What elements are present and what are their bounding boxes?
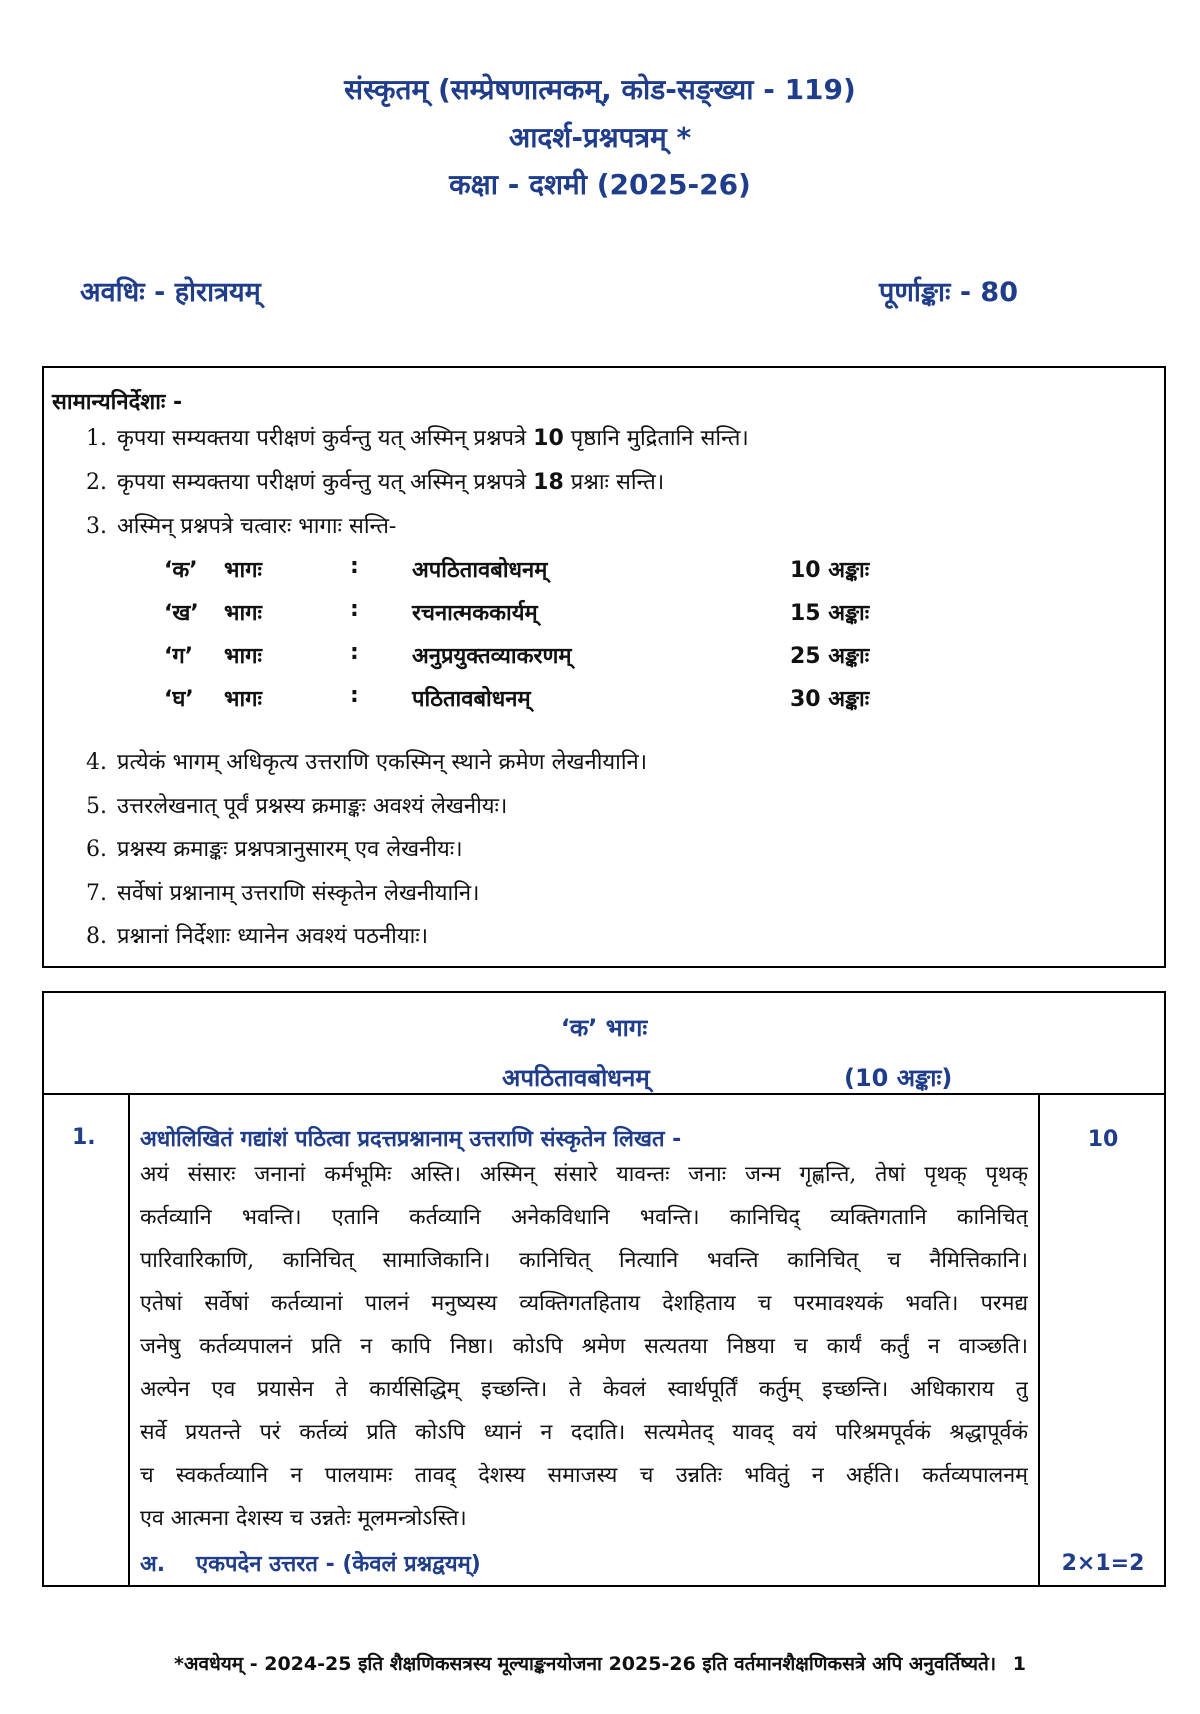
footer-note: *अवधेयम् - 2024-25 इति शैक्षणिकसत्रस्य मूल्याङ्कनयोजना 2025-26 इति वर्तमानशैक्षणिकसत्रे अपि अनुवर्तिष्यते। — [174, 1653, 997, 1675]
passage-line: च स्वकर्तव्यानि न पालयामः तावद् देशस्य समाजस्य च उन्नतिः भवितुं न अर्हति। कर्तव्यपालनम् — [140, 1463, 1028, 1488]
column-divider-right — [1038, 1093, 1040, 1585]
instruction-text: कृपया सम्यक्तया परीक्षणं कुर्वन्तु यत् अस्मिन् प्रश्नपत्रे — [117, 470, 534, 495]
instruction-item — [86, 422, 749, 452]
section-a-subtitle: अपठितावबोधनम् — [502, 1064, 650, 1092]
instruction-text: प्रत्येकं भागम् अधिकृत्य उत्तराणि एकस्मिन् स्थाने क्रमेण लेखनीयानि। — [117, 750, 648, 775]
sub-question-marks: 2×1=2 — [1061, 1551, 1145, 1576]
part-colon: : — [350, 683, 359, 708]
part-marks: 30 अङ्काः — [790, 687, 870, 712]
instruction-number: 8. — [86, 924, 107, 949]
part-label: ‘ख’ — [164, 601, 199, 626]
part-colon: : — [350, 597, 359, 622]
instruction-text-end: प्रश्नाः सन्ति। — [563, 470, 665, 495]
passage-line: एव आत्मना देशस्य च उन्नतेः मूलमन्त्रोऽस्ति। — [140, 1506, 467, 1531]
instruction-item — [86, 746, 647, 776]
part-label: ‘क’ — [164, 558, 198, 583]
sub-question-text: एकपदेन उत्तरत - (केवलं प्रश्नद्वयम्) — [196, 1552, 481, 1577]
instruction-number: 3. — [86, 514, 107, 539]
instruction-item — [86, 790, 507, 820]
part-name: अपठितावबोधनम् — [412, 558, 548, 583]
question-number: 1. — [72, 1125, 96, 1150]
paper-title: संस्कृतम् (सम्प्रेषणात्मकम्, कोड-सङ्ख्या - 119) — [344, 73, 856, 106]
section-a-box — [42, 991, 1166, 1587]
instruction-item — [86, 466, 664, 496]
instruction-text: अस्मिन् प्रश्नपत्रे चत्वारः भागाः सन्ति- — [117, 514, 397, 539]
instruction-number: 4. — [86, 750, 107, 775]
part-name: पठितावबोधनम् — [412, 687, 531, 712]
passage-line: एतेषां सर्वेषां कर्तव्यानां पालनं मनुष्यस्य व्यक्तिगतहिताय देशहिताय च परमावश्यकं भवति। परमद्य — [140, 1291, 1028, 1316]
section-a-marks: (10 अङ्काः) — [844, 1064, 953, 1092]
instruction-count: 18 — [533, 470, 564, 495]
class-label: कक्षा - दशमी (2025-26) — [449, 168, 751, 201]
instruction-text: उत्तरलेखनात् पूर्वं प्रश्नस्य क्रमाङ्कः अवश्यं लेखनीयः। — [117, 794, 508, 819]
instructions-box — [42, 366, 1166, 968]
paper-subtitle: आदर्श-प्रश्नपत्रम् * — [508, 121, 692, 154]
part-word: भागः — [224, 601, 262, 626]
part-label: ‘ग’ — [164, 644, 194, 669]
passage-line: सर्वे प्रयतन्ते परं कर्तव्यं प्रति कोऽपि ध्यानं न ददाति। सत्यमेतद् यावद् वयं परिश्रमपूर्वकं श्रद्धापूर्वकं — [140, 1420, 1028, 1445]
passage — [140, 1153, 1028, 1540]
instruction-text: प्रश्नानां निर्देशाः ध्यानेन अवश्यं पठनीयाः। — [117, 924, 429, 949]
passage-line: पारिवारिकाणि, कानिचित् सामाजिकानि। कानिचित् नित्यानि भवन्ति कानिचित् च नैमित्तिकानि। — [140, 1248, 1028, 1273]
instruction-item — [86, 877, 479, 907]
instruction-number: 6. — [86, 837, 107, 862]
instruction-text-end: पृष्ठानि मुद्रितानि सन्ति। — [563, 426, 749, 451]
instruction-item — [86, 510, 396, 540]
passage-line: अयं संसारः जनानां कर्मभूमिः अस्ति। अस्मिन् संसारे यावन्तः जनाः जन्म गृह्णन्ति, तेषां पृथक् पृथक् — [140, 1162, 1028, 1187]
part-name: रचनात्मककार्यम् — [412, 601, 538, 626]
column-divider-left — [128, 1093, 130, 1585]
part-marks: 25 अङ्काः — [790, 644, 870, 669]
duration: अवधिः - होरात्रयम् — [80, 277, 261, 308]
section-header-divider — [44, 1093, 1164, 1095]
part-label: ‘घ’ — [164, 687, 194, 712]
part-name: अनुप्रयुक्तव्याकरणम् — [412, 644, 572, 669]
part-word: भागः — [224, 558, 262, 583]
passage-line: जनेषु कर्तव्यपालनं प्रति न कापि निष्ठा। कोऽपि श्रमेण सत्यतया निष्ठया च कार्यं कर्तुं न वाञ्छति। — [140, 1334, 1028, 1359]
passage-line: कर्तव्यानि भवन्ति। एतानि कर्तव्यानि अनेकविधानि भवन्ति। कानिचिद् व्यक्तिगतानि कानिचित् — [140, 1205, 1028, 1230]
part-colon: : — [350, 554, 359, 579]
part-word: भागः — [224, 644, 262, 669]
passage-line: अल्पेन एव प्रयासेन ते कार्यसिद्धिम् इच्छन्ति। ते केवलं स्वार्थपूर्तिं कर्तुम् इच्छन्ति। अधिकाराय तु — [140, 1377, 1028, 1402]
question-heading: अधोलिखितं गद्यांशं पठित्वा प्रदत्तप्रश्नानाम् उत्तराणि संस्कृतेन लिखत - — [140, 1127, 682, 1152]
sub-question-label: अ. — [140, 1552, 166, 1577]
part-marks: 15 अङ्काः — [790, 601, 870, 626]
instruction-item — [86, 833, 463, 863]
page-number: 1 — [1012, 1653, 1026, 1675]
footer — [0, 1650, 1200, 1676]
instruction-count: 10 — [533, 426, 564, 451]
instructions-heading: सामान्यनिर्देशाः - — [52, 390, 183, 415]
instruction-text: सर्वेषां प्रश्नानाम् उत्तराणि संस्कृतेन लेखनीयानि। — [117, 881, 480, 906]
instruction-number: 7. — [86, 881, 107, 906]
instruction-number: 1. — [86, 426, 107, 451]
part-colon: : — [350, 640, 359, 665]
section-a-title: ‘क’ भागः — [560, 1014, 648, 1042]
part-marks: 10 अङ्काः — [790, 558, 870, 583]
instruction-item — [86, 920, 428, 950]
part-word: भागः — [224, 687, 262, 712]
max-marks: पूर्णाङ्काः - 80 — [879, 277, 1018, 308]
instruction-text: कृपया सम्यक्तया परीक्षणं कुर्वन्तु यत् अस्मिन् प्रश्नपत्रे — [117, 426, 534, 451]
instruction-number: 5. — [86, 794, 107, 819]
question-marks: 10 — [1087, 1127, 1119, 1152]
instruction-number: 2. — [86, 470, 107, 495]
instruction-text: प्रश्नस्य क्रमाङ्कः प्रश्नपत्रानुसारम् एव लेखनीयः। — [117, 837, 463, 862]
